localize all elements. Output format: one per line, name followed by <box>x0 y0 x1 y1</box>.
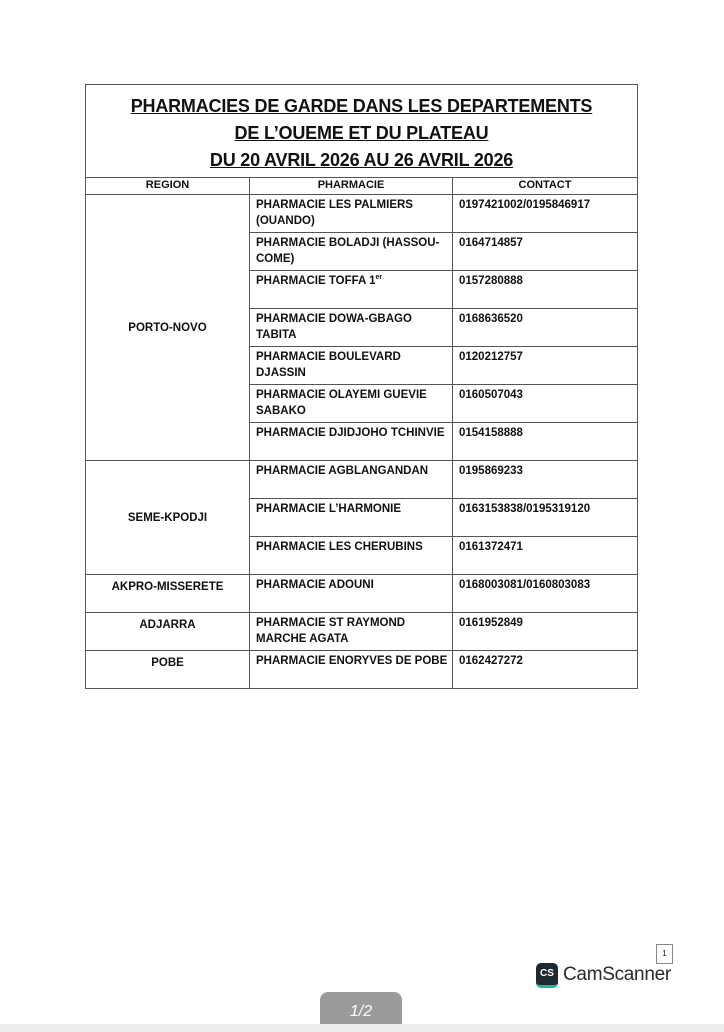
pharmacy-name: PHARMACIE BOULEVARD DJASSIN <box>256 351 401 379</box>
pharmacy-name: PHARMACIE OLAYEMI GUEVIE SABAKO <box>256 389 427 417</box>
title-line-1: PHARMACIES DE GARDE DANS LES DEPARTEMENTS <box>130 95 593 116</box>
page-number-badge: 1 <box>656 944 673 964</box>
contact-cell: 0163153838/0195319120 <box>453 499 638 537</box>
pharmacy-name-cell <box>250 613 453 651</box>
contact-cell: 0160507043 <box>453 385 638 423</box>
region-cell: AKPRO-MISSERETE <box>86 575 250 613</box>
pharmacy-name-cell <box>250 271 453 309</box>
pharmacy-name-cell <box>250 233 453 271</box>
pharmacy-name: PHARMACIE DJIDJOHO TCHINVIE <box>256 427 445 439</box>
region-cell: ADJARRA <box>86 613 250 651</box>
table-row <box>86 461 638 499</box>
page-indicator[interactable]: 1/2 <box>320 992 402 1024</box>
pharmacy-name-cell <box>250 499 453 537</box>
region-cell: PORTO-NOVO <box>86 195 250 461</box>
region-cell: POBE <box>86 651 250 689</box>
camscanner-logo <box>536 962 671 988</box>
contact-cell: 0120212757 <box>453 347 638 385</box>
pharmacy-name: PHARMACIE ENORYVES DE POBE <box>256 655 448 667</box>
contact-cell: 0154158888 <box>453 423 638 461</box>
table-header-row <box>86 178 638 195</box>
camscanner-text: CamScanner <box>563 964 671 985</box>
table-row <box>86 613 638 651</box>
region-cell: SEME-KPODJI <box>86 461 250 575</box>
header-contact: CONTACT <box>453 178 638 195</box>
contact-cell: 0197421002/0195846917 <box>453 195 638 233</box>
table-row <box>86 651 638 689</box>
pharmacy-name-cell <box>250 195 453 233</box>
pharmacy-name: PHARMACIE LES CHERUBINS <box>256 541 423 553</box>
pharmacy-name: PHARMACIE LES PALMIERS (OUANDO) <box>256 199 413 227</box>
title-line-3: DU 20 AVRIL 2026 AU 26 AVRIL 2026 <box>209 149 514 170</box>
pharmacy-name-cell <box>250 461 453 499</box>
pharmacy-name-cell <box>250 537 453 575</box>
contact-cell: 0195869233 <box>453 461 638 499</box>
pharmacy-name-cell <box>250 309 453 347</box>
table-row <box>86 195 638 233</box>
title-line-2: DE L’OUEME ET DU PLATEAU <box>234 122 489 143</box>
pharmacy-name: PHARMACIE ADOUNI <box>256 579 374 591</box>
pharmacy-name: PHARMACIE ST RAYMOND MARCHE AGATA <box>256 617 406 645</box>
pharmacy-name-cell <box>250 575 453 613</box>
contact-cell: 0168636520 <box>453 309 638 347</box>
pharmacy-name-cell <box>250 423 453 461</box>
contact-cell: 0157280888 <box>453 271 638 309</box>
pharmacy-name: PHARMACIE DOWA-GBAGO TABITA <box>256 313 412 341</box>
pharmacy-name: PHARMACIE BOLADJI (HASSOU-COME) <box>256 237 440 265</box>
contact-cell: 0161372471 <box>453 537 638 575</box>
table-row <box>86 575 638 613</box>
pharmacy-name: PHARMACIE TOFFA 1 <box>256 275 376 287</box>
contact-cell: 0168003081/0160803083 <box>453 575 638 613</box>
contact-cell: 0161952849 <box>453 613 638 651</box>
pharmacy-name: PHARMACIE L’HARMONIE <box>256 503 402 515</box>
contact-cell: 0162427272 <box>453 651 638 689</box>
pharmacy-name-cell <box>250 651 453 689</box>
pharmacy-name-cell <box>250 347 453 385</box>
camscanner-icon: CS <box>536 963 558 988</box>
pharmacy-table <box>85 84 638 689</box>
header-region: REGION <box>86 178 250 195</box>
pharmacy-name-superscript: er <box>375 274 383 282</box>
pharmacy-name-cell <box>250 385 453 423</box>
header-pharmacie: PHARMACIE <box>250 178 453 195</box>
pharmacy-name: PHARMACIE AGBLANGANDAN <box>256 465 429 477</box>
document-title <box>86 85 638 178</box>
contact-cell: 0164714857 <box>453 233 638 271</box>
